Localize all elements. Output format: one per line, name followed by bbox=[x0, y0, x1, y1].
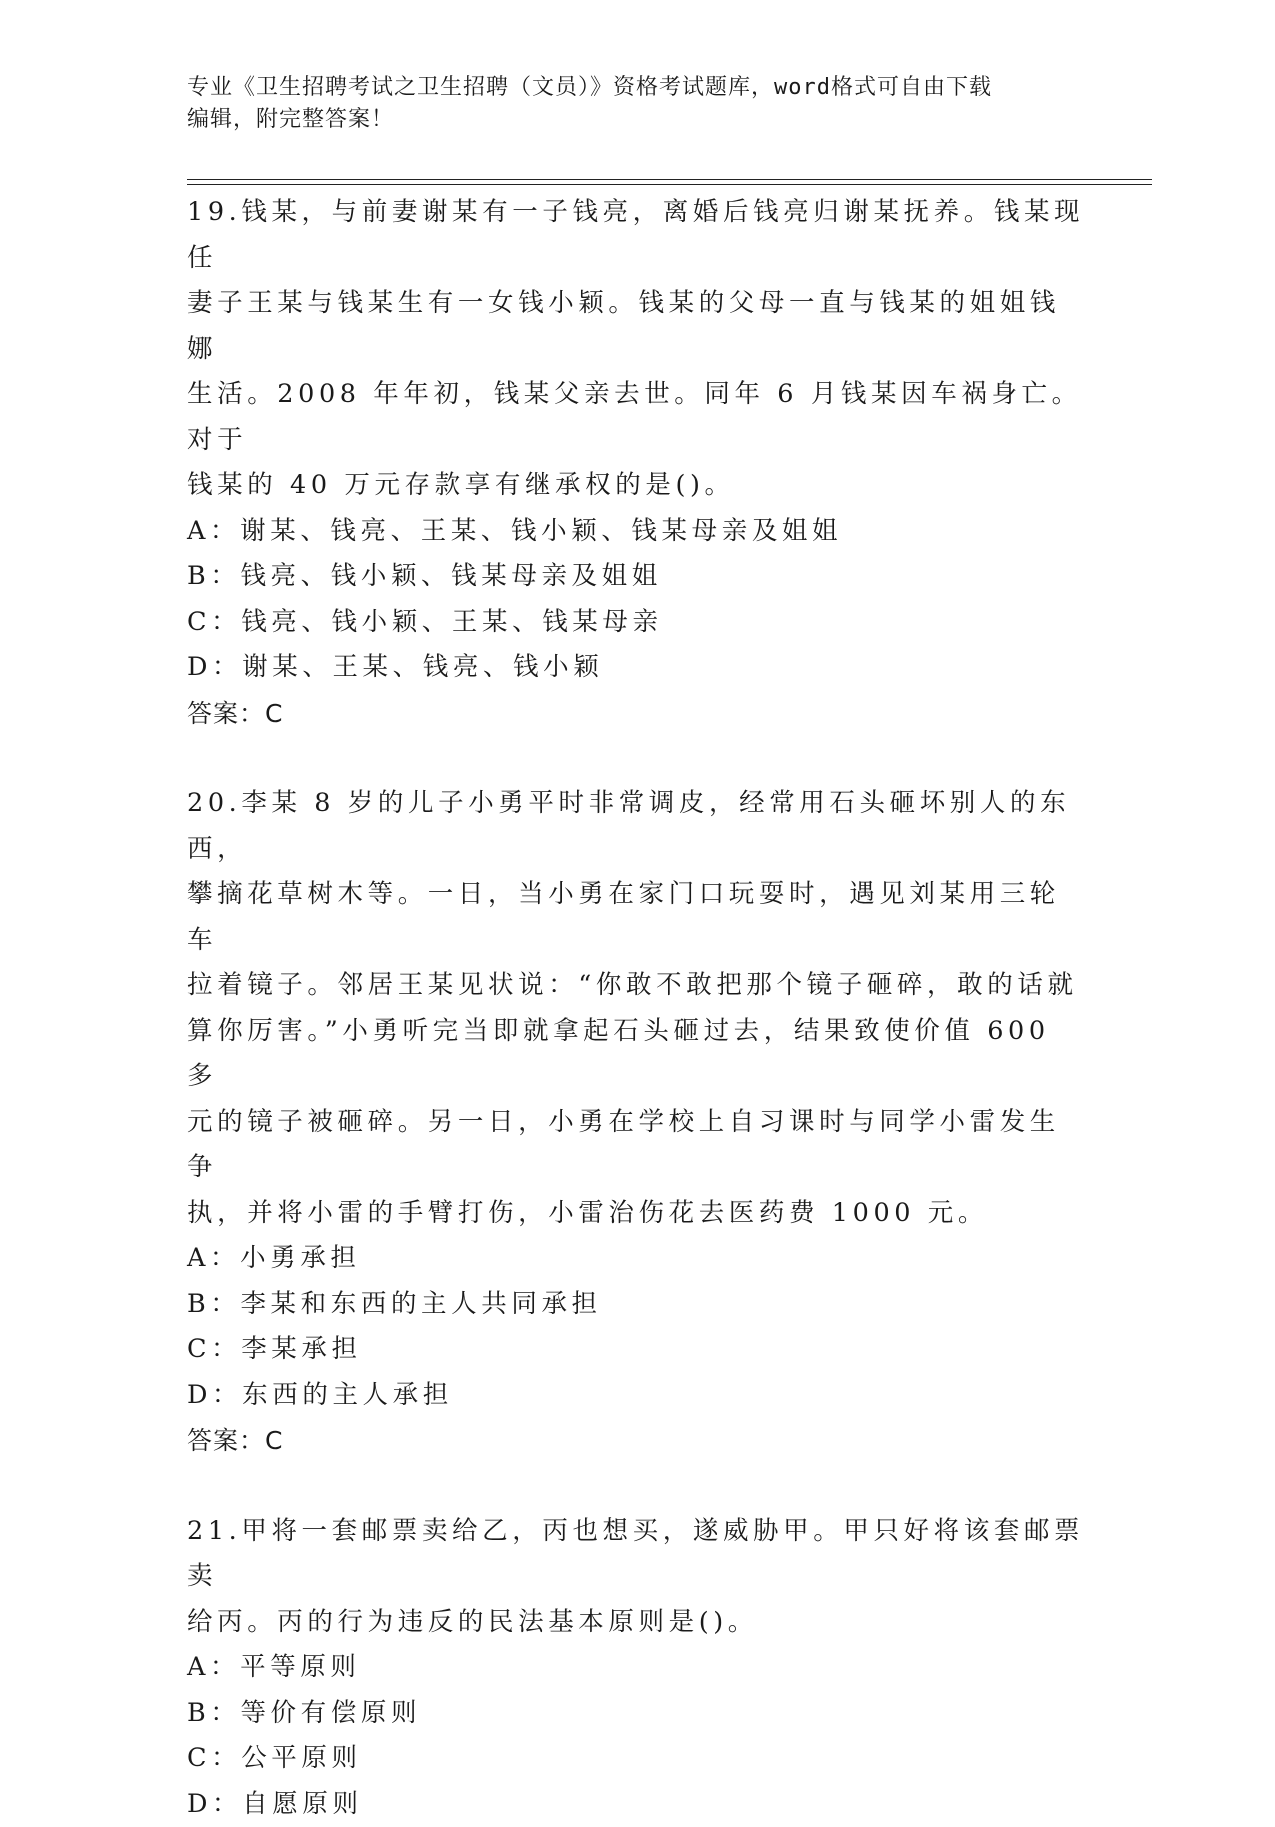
question-text-line: 钱某的 40 万元存款享有继承权的是()。 bbox=[187, 463, 1087, 509]
spacer bbox=[187, 736, 1087, 781]
question-text-line: 执，并将小雷的手臂打伤，小雷治伤花去医药费 1000 元。 bbox=[187, 1191, 1087, 1237]
option-a: A：谢某、钱亮、王某、钱小颖、钱某母亲及姐姐 bbox=[187, 509, 1087, 555]
question-text-line: 21.甲将一套邮票卖给乙，丙也想买，遂威胁甲。甲只好将该套邮票卖 bbox=[187, 1509, 1087, 1600]
option-c: C：钱亮、钱小颖、王某、钱某母亲 bbox=[187, 600, 1087, 646]
option-a: A：小勇承担 bbox=[187, 1236, 1087, 1282]
option-b: B：钱亮、钱小颖、钱某母亲及姐姐 bbox=[187, 554, 1087, 600]
header-line-2: 编辑，附完整答案！ bbox=[187, 104, 1087, 136]
question-19 bbox=[187, 190, 1087, 736]
question-text-line: 算你厉害。”小勇听完当即就拿起石头砸过去，结果致使价值 600 多 bbox=[187, 1009, 1087, 1100]
option-c: C：李某承担 bbox=[187, 1327, 1087, 1373]
question-list bbox=[187, 190, 1087, 1827]
option-b: B：等价有偿原则 bbox=[187, 1691, 1087, 1737]
option-c: C：公平原则 bbox=[187, 1736, 1087, 1782]
option-d: D：谢某、王某、钱亮、钱小颖 bbox=[187, 645, 1087, 691]
answer-label: 答案：C bbox=[187, 1418, 1087, 1464]
header-divider-bottom bbox=[187, 184, 1152, 185]
question-21 bbox=[187, 1509, 1087, 1827]
page-header bbox=[187, 72, 1087, 136]
question-text-line: 攀摘花草树木等。一日，当小勇在家门口玩耍时，遇见刘某用三轮车 bbox=[187, 872, 1087, 963]
question-text-line: 妻子王某与钱某生有一女钱小颖。钱某的父母一直与钱某的姐姐钱娜 bbox=[187, 281, 1087, 372]
header-line-1: 专业《卫生招聘考试之卫生招聘（文员）》资格考试题库，word格式可自由下载 bbox=[187, 72, 1087, 104]
spacer bbox=[187, 1464, 1087, 1509]
option-d: D：自愿原则 bbox=[187, 1782, 1087, 1827]
option-b: B：李某和东西的主人共同承担 bbox=[187, 1282, 1087, 1328]
question-text-line: 元的镜子被砸碎。另一日，小勇在学校上自习课时与同学小雷发生争 bbox=[187, 1100, 1087, 1191]
option-a: A：平等原则 bbox=[187, 1645, 1087, 1691]
option-d: D：东西的主人承担 bbox=[187, 1373, 1087, 1419]
header-divider-top bbox=[187, 179, 1152, 180]
question-text-line: 给丙。丙的行为违反的民法基本原则是()。 bbox=[187, 1600, 1087, 1646]
question-20 bbox=[187, 781, 1087, 1464]
question-text-line: 19.钱某，与前妻谢某有一子钱亮，离婚后钱亮归谢某抚养。钱某现任 bbox=[187, 190, 1087, 281]
question-text-line: 拉着镜子。邻居王某见状说：“你敢不敢把那个镜子砸碎，敢的话就 bbox=[187, 963, 1087, 1009]
answer-label: 答案：C bbox=[187, 691, 1087, 737]
question-text-line: 20.李某 8 岁的儿子小勇平时非常调皮，经常用石头砸坏别人的东西， bbox=[187, 781, 1087, 872]
question-text-line: 生活。2008 年年初，钱某父亲去世。同年 6 月钱某因车祸身亡。对于 bbox=[187, 372, 1087, 463]
